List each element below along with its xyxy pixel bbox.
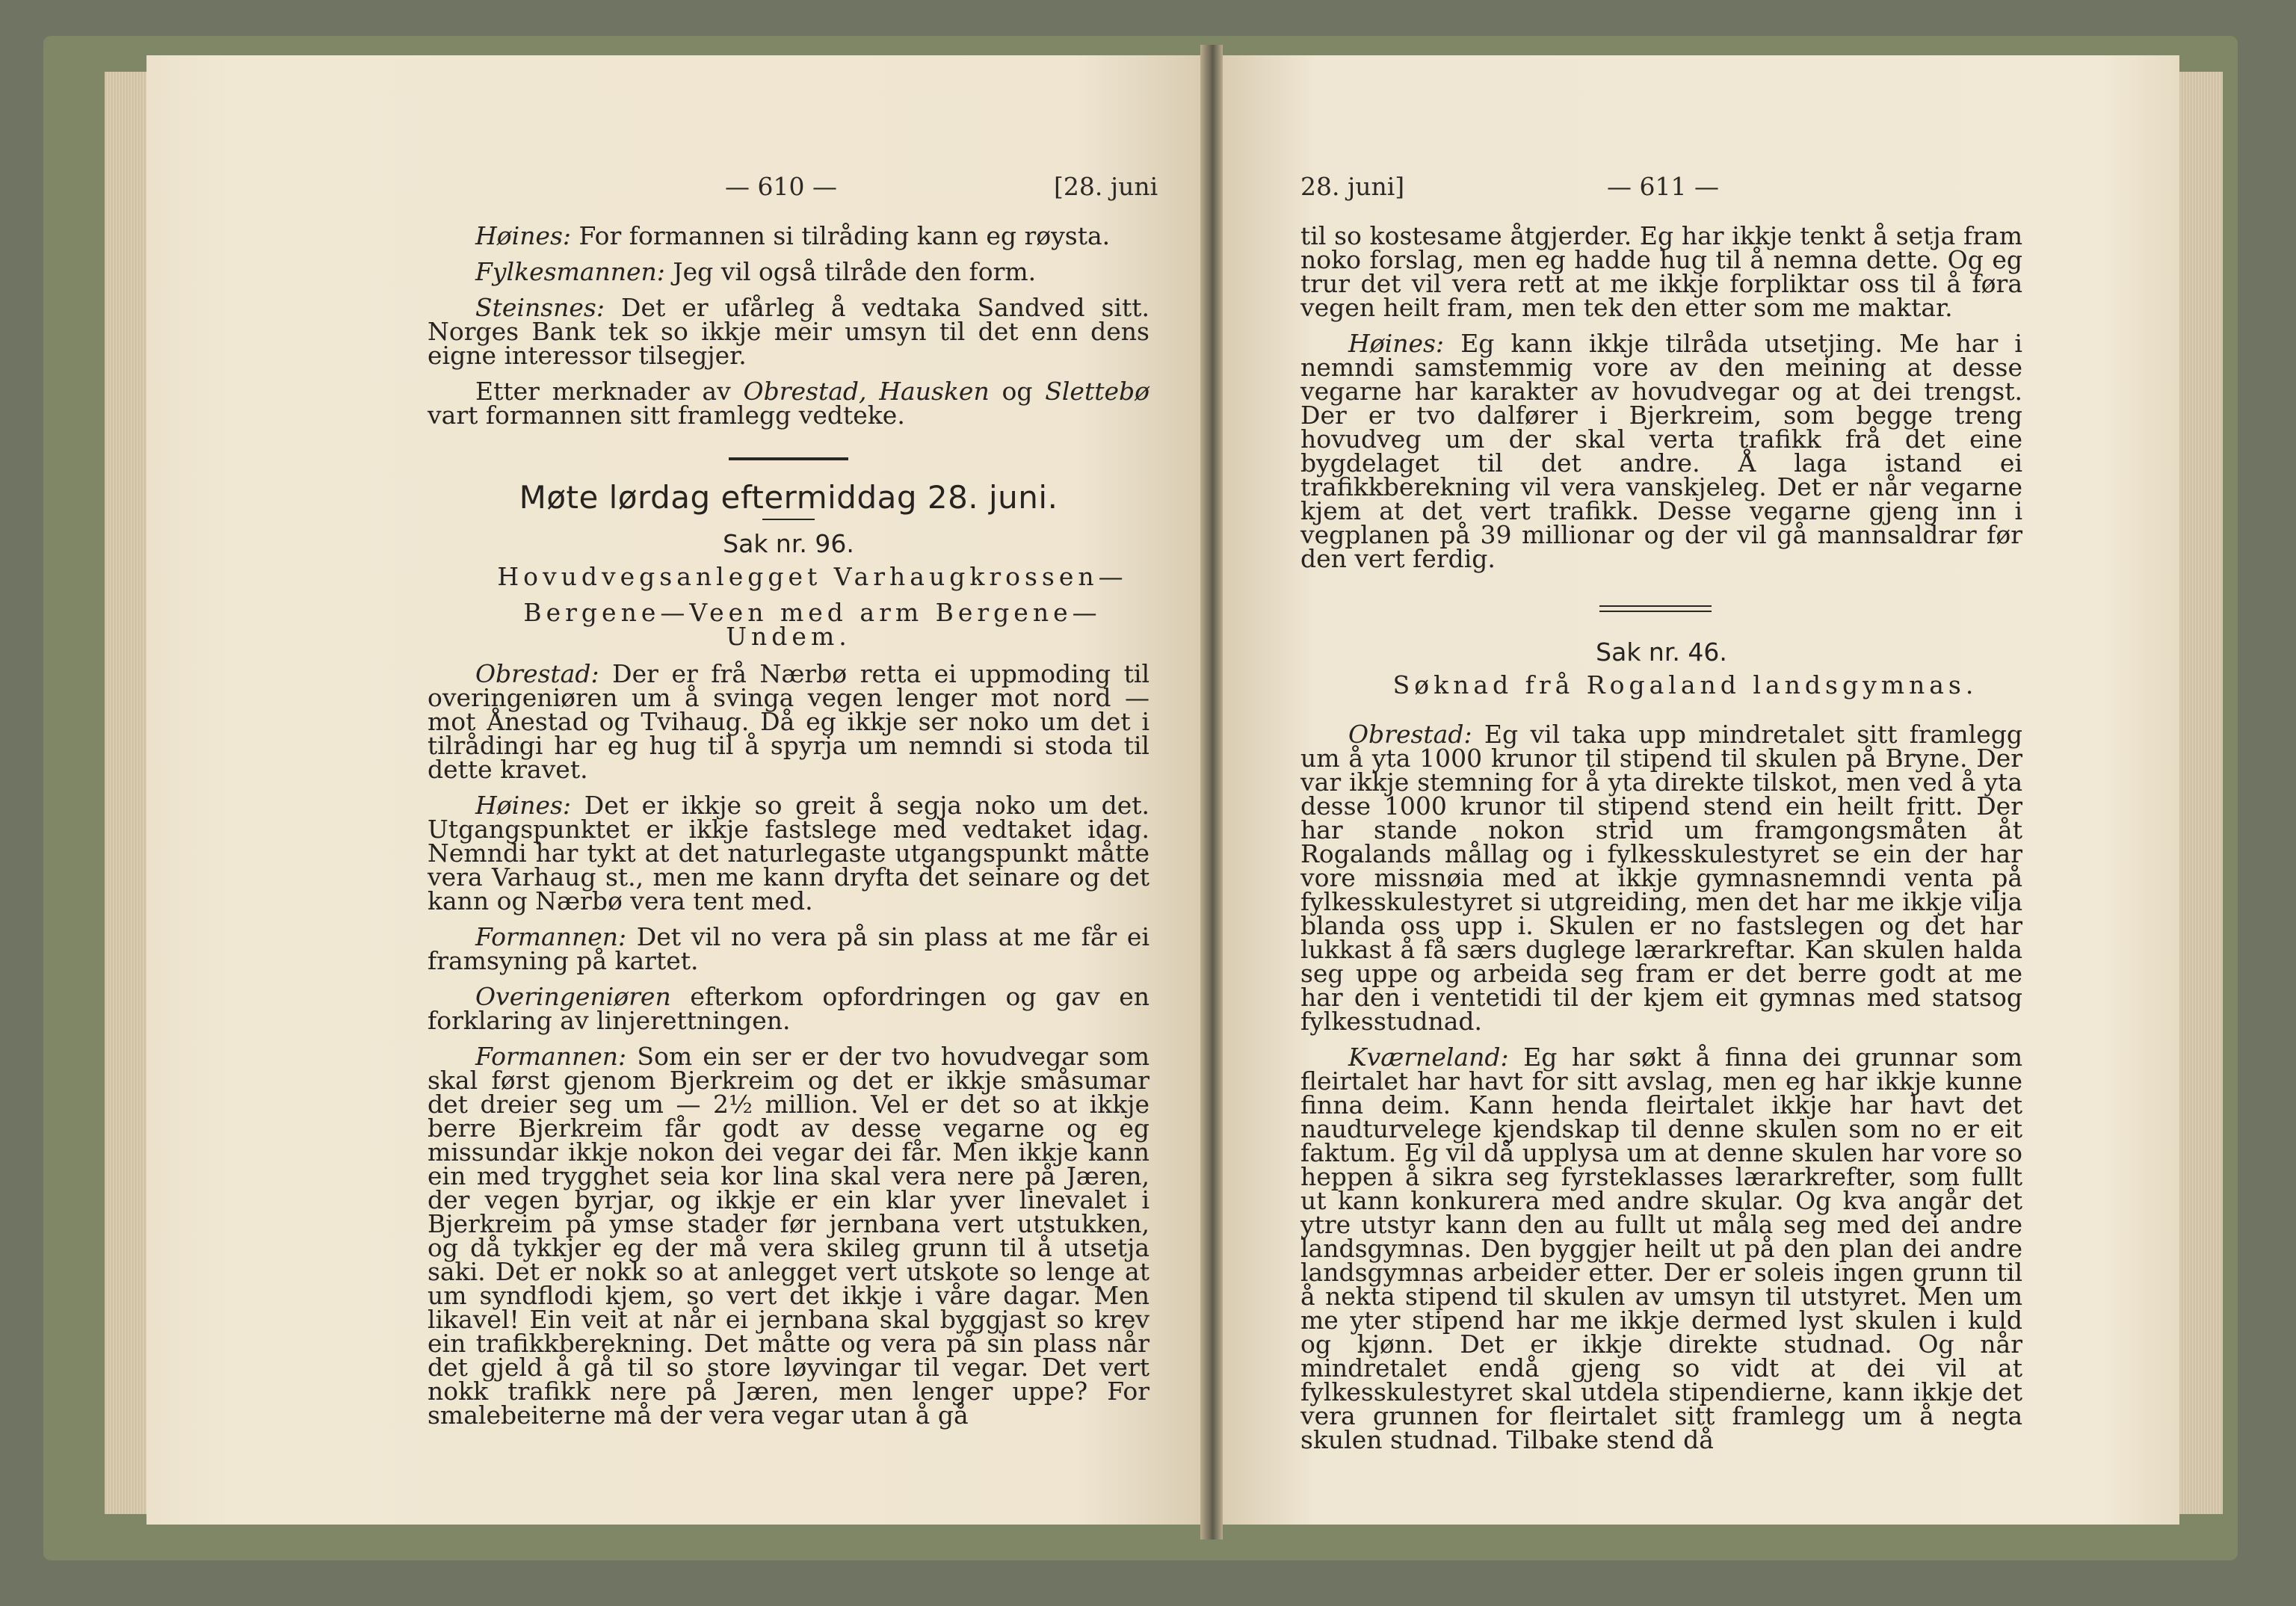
book-gutter xyxy=(1200,45,1223,1539)
left-column xyxy=(428,221,1149,1439)
sak-subtitle-line-2: Bergene—Veen med arm Bergene—Undem. xyxy=(523,598,1102,651)
paragraph-text: til so kostesame åtgjerder. Eg har ikkje tenkt å setja fram noko forslag, men eg hadde hug til å nemna dette. Og eg trur det vil vera rett at me ikkje forpliktar oss til å føra vegen heilt fram, men tek den etter som me maktar. xyxy=(1300,221,2022,322)
paragraph-kvaerneland xyxy=(1300,1043,2022,1454)
meeting-title: Møte lørdag eftermiddag 28. juni. xyxy=(519,479,1058,516)
paragraph-obrestad xyxy=(428,659,1149,784)
vote-text: Etter merknader av xyxy=(475,377,744,406)
speaker-name: Obrestad: xyxy=(475,659,599,688)
paragraph-text: Eg kann ikkje tilråda utsetjing. Me har i nemndi samstemmig vore av den meining at desse vegarne har karakter av hovudvegar og at dei trengst. Der er tvo dalfører i Bjerkreim, som begge treng hovudveg um der skal verta trafikk frå det eine bygdelaget til det andre. Å laga istand ei trafikkberekning vil vera vanskjeleg. Det er når vegarne kjem at det vert trafikk. Desse vegarne gjeng inn i vegplanen på 39 millionar og der vil gå mannsaldrar før den vert ferdig. xyxy=(1300,329,2022,573)
sak-subtitle: Søknad frå Rogaland landsgymnas. xyxy=(1392,670,1978,699)
speaker-name: Formannen: xyxy=(475,1042,627,1071)
speaker-name: Høines: xyxy=(475,791,572,820)
paragraph-steinsnes xyxy=(428,293,1149,370)
section-double-rule xyxy=(1599,605,1712,612)
paragraph-formannen-2 xyxy=(428,1042,1149,1430)
page-edges-right xyxy=(2175,72,2223,1514)
speaker-name: Kværneland: xyxy=(1348,1043,1509,1072)
paragraph-text: Det vil no vera på sin plass at me får ei framsyning på kartet. xyxy=(428,922,1149,975)
speaker-name: Formannen: xyxy=(475,922,627,951)
paragraph-obrestad-2 xyxy=(1300,720,2022,1036)
paragraph-hoines-2 xyxy=(428,791,1149,915)
date-header-left: [28. juni xyxy=(1054,172,1158,201)
paragraph-text: efterkom opfordringen og gav en forklaring av linjerettningen. xyxy=(428,982,1149,1035)
paragraph-overingenioren xyxy=(428,982,1149,1035)
page-number-611: — 611 — xyxy=(1607,172,1719,201)
vote-text: og xyxy=(989,377,1046,406)
vote-text: vart formannen sitt framlegg vedteke. xyxy=(428,401,905,430)
speaker-name: Obrestad: xyxy=(1348,720,1472,749)
paragraph-hoines-3 xyxy=(1300,329,2022,573)
short-rule xyxy=(762,519,815,520)
paragraph-text: Jeg vil også tilråde den form. xyxy=(664,257,1037,286)
paragraph-text: Som ein ser er der tvo hovudvegar som skal først gjenom Bjerkreim og det er ikkje småsumar det dreier seg um — 2½ million. Vel er det so at ikkje berre Bjerkreim får godt av desse vegarne og eg missundar ikkje nokon dei vegar dei får. Men ikkje kann ein med trygghet seia kor lina skal vera nere på Jæren, der vegen byrjar, og ikkje er ein klar yver linevalet i Bjerkreim på ymse stader før jernbana vert utstukken, og då tykkjer eg der må vera skileg grunn til å utsetja saki. Det er nokk so at anlegget vert utskote so lenge at um syndflodi kjem, so vert det ikkje i våre dagar. Men likavel! Ein veit at når ei jernbana skal byggjast so krev ein trafikkberekning. Det måtte og vera på sin plass når det gjeld å gå til so store løyvingar til vegar. Det vert nokk trafikk nere på Jæren, men lenger uppe? For smalebeiterne må der vera vegar utan å gå xyxy=(428,1042,1149,1430)
speaker-name: Overingeniøren xyxy=(475,982,671,1011)
speaker-name: Høines: xyxy=(475,221,572,250)
paragraph-text: Det er ufårleg å vedtaka Sandved sitt. Norges Bank tek so ikkje meir umsyn til det enn dens eigne interessor tilsegjer. xyxy=(428,293,1149,370)
paragraph-fylkesmannen xyxy=(428,257,1149,286)
speaker-name: Høines: xyxy=(1348,329,1445,358)
speaker-name: Fylkesmannen: xyxy=(475,257,665,286)
vote-name: Hausken xyxy=(879,377,990,406)
paragraph-text: Eg har søkt å finna dei grunnar som fleirtalet har havt for sitt avslag, men eg har ikkje kunne finna deim. Kann henda fleirtalet ikkje har havt det naudturvelege kjendskap til denne skulen som no er eit faktum. Eg vil då upplysa um at denne skulen har vore so heppen å sikra seg fyrsteklasses lærarkrefter, som fullt ut kann konkurera med andre skular. Og kva angår det ytre utstyr kann den au fullt ut måla seg med dei andre landsgymnas. Den byggjer heilt ut på den plan dei andre landsgymnas arbeider etter. Der er soleis ingen grunn til å nekta stipend til skulen av umsyn til utstyret. Men um me yter stipend har me ikkje dermed lyst skulen i kuld og kjønn. Det er ikkje direkte studnad. Og når mindretalet endå gjeng so vidt at dei vil at fylkesskulestyret skal utdela stipendierne, kann ikkje det vera grunnen for fleirtalet sitt framlegg um å negta skulen studnad. Tilbake stend då xyxy=(1300,1043,2022,1454)
vote-name: Obrestad, xyxy=(743,377,867,406)
sak-subtitle-line-1: Hovudvegsanlegget Varhaugkrossen— xyxy=(497,562,1128,591)
paragraph-hoines-1 xyxy=(428,221,1149,250)
paragraph-text: Det er ikkje so greit å segja noko um det. Utgangspunktet er ikkje fastslege med vedtaket idag. Nemndi har tykt at det naturlegaste utgangspunkt måtte vera Varhaug st., men me kann dryfta det seinare og det kann og Nærbø vera tent med. xyxy=(428,791,1149,915)
section-rule xyxy=(729,457,848,460)
paragraph-vote xyxy=(428,377,1149,430)
page-number-610: — 610 — xyxy=(725,172,837,201)
right-column xyxy=(1300,221,2022,1464)
speaker-name: Steinsnes: xyxy=(475,293,605,322)
date-header-right: 28. juni] xyxy=(1300,172,1405,201)
paragraph-text: For formannen si tilråding kann eg røysta. xyxy=(571,221,1111,250)
sak-title-46: Sak nr. 46. xyxy=(1596,637,1727,667)
paragraph-text: Der er frå Nærbø retta ei uppmoding til overingeniøren um å svinga vegen lenger mot nord — mot Ånestad og Tvihaug. Då eg ikkje ser noko um det i tilrådingi har eg hug til å spyrja um nemndi si stoda til dette kravet. xyxy=(428,659,1149,784)
sak-title-96: Sak nr. 96. xyxy=(723,529,854,558)
paragraph-formannen-1 xyxy=(428,922,1149,975)
paragraph-text: Eg vil taka upp mindretalet sitt framlegg um å yta 1000 krunor til stipend til skulen på Bryne. Der var ikkje stemning for å yta direkte tilskot, men ved å yta desse 1000 krunor til stipend stend ein heilt fritt. Der har stande nokon strid um framgongsmåten åt Rogalands mållag og i fylkesskulestyret se ein der har vore missnøia med at ikkje gymnasnemndi venta på fylkesskulestyret si utgreiding, men det har me ikkje vilja blanda oss upp i. Skulen er no fastslegen og det har lukkast å få særs duglege lærarkreftar. Kan skulen halda seg uppe og arbeida seg fram er det berre godt at me har den i ventetidi til der kjem eit gymnas med statsog fylkesstudnad. xyxy=(1300,720,2022,1036)
paragraph-continuation xyxy=(1300,221,2022,322)
vote-name: Slettebø xyxy=(1045,377,1149,406)
